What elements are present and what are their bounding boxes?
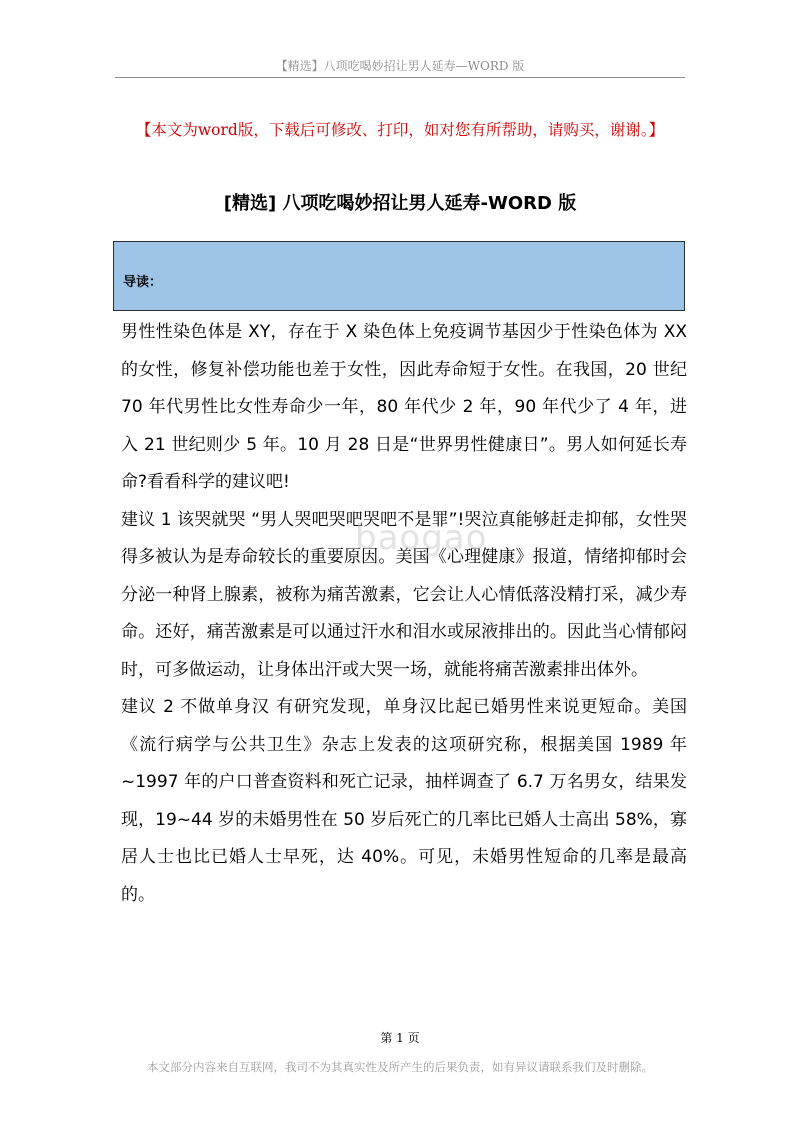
guide-label: 导读：: [123, 275, 163, 290]
article-body: [121, 314, 687, 914]
header-divider: [115, 77, 685, 78]
footer-disclaimer: 本文部分内容来自互联网，我司不为其真实性及所产生的后果负责，如有异议请联系我们及时删除。: [147, 1060, 653, 1074]
paragraph-suggestion-1: 建议 1 该哭就哭 “男人哭吧哭吧哭吧不是罪”!哭泣真能够赶走抑郁，女性哭得多被认为是寿命较长的重要原因。美国《心理健康》报道，情绪抑郁时会分泌一种肾上腺素，被称为痛苦激素，它会让人心情低落没精打采，减少寿命。还好，痛苦激素是可以通过汗水和泪水或尿液排出的。因此当心情郁闷时，可多做运动，让身体出汗或大哭一场，就能将痛苦激素排出体外。: [121, 509, 687, 680]
guide-box: [113, 241, 685, 311]
download-notice: 【本文为word版，下载后可修改、打印，如对您有所帮助，请购买，谢谢。】: [135, 121, 665, 139]
paragraph-intro: 男性性染色体是 XY，存在于 X 染色体上免疫调节基因少于性染色体为 XX 的女性，修复补偿功能也差于女性，因此寿命短于女性。在我国，20 世纪 70 年代男性比女性寿命少一年，80 年代少 2 年，90 年代少了 4 年，进入 21 世纪则少 5 年。10 月 28 日是“世界男性健康日”。男人如何延长寿命?看看科学的建议吧!: [121, 322, 687, 492]
document-title: [精选] 八项吃喝妙招让男人延寿-WORD 版: [223, 193, 577, 214]
paragraph-suggestion-2: 建议 2 不做单身汉 有研究发现，单身汉比起已婚男性来说更短命。美国《流行病学与公共卫生》杂志上发表的这项研究称，根据美国 1989 年~1997 年的户口普查资料和死亡记录，抽样调查了 6.7 万名男女，结果发现，19~44 岁的未婚男性在 50 岁后死亡的几率比已婚人士高出 58%，寡居人士也比已婚人士早死，达 40%。可见，未婚男性短命的几率是最高的。: [121, 697, 687, 905]
page-header: 【精选】八项吃喝妙招让男人延寿—WORD 版: [275, 59, 525, 73]
page-number: 第 1 页: [380, 1031, 420, 1045]
watermark: baogao: [355, 518, 488, 558]
